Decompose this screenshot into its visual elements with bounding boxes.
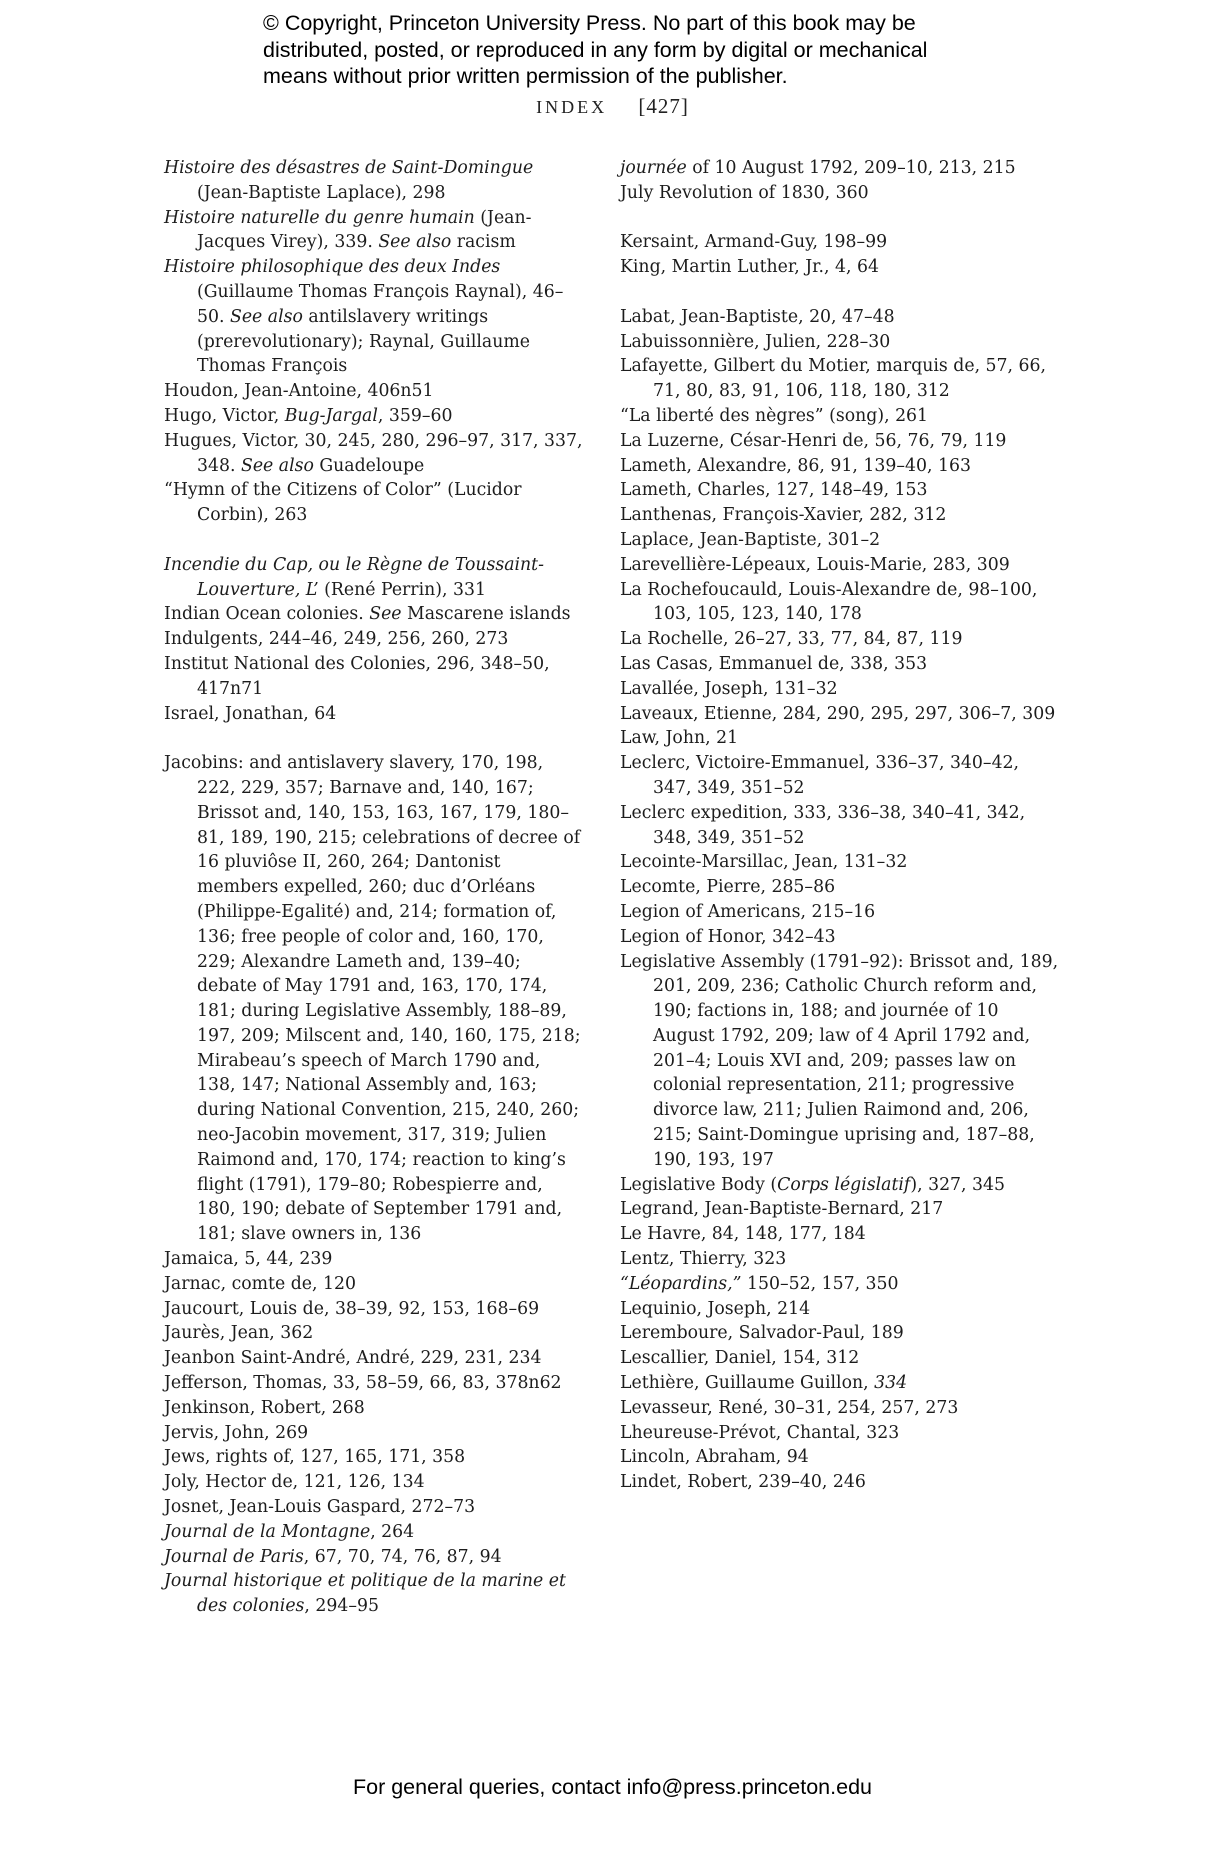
index-entry: Le Havre, 84, 148, 177, 184	[620, 1224, 866, 1245]
index-entry: Leclerc, Victoire-Emmanuel, 336–37, 340–42, 347, 349, 351–52	[620, 753, 1020, 798]
index-entry: Jervis, John, 269	[164, 1422, 309, 1443]
index-entry: Lameth, Charles, 127, 148–49, 153	[620, 480, 928, 501]
index-entry: Histoire philosophique des deux Indes (Guillaume Thomas François Raynal), 46–50. See also antilslavery writings (prerevolutionary); Raynal, Guillaume Thomas François	[164, 257, 564, 377]
index-entry: Jacobins: and antislavery slavery, 170, 198, 222, 229, 357; Barnave and, 140, 167; Brissot and, 140, 153, 163, 167, 179, 180–81, 189, 190, 215; celebrations of decree of 16 pluviôse II, 260, 264; Dantonist members expelled, 260; duc d’Orléans (Philippe-Egalité) and, 214; formation of, 136; free people of color and, 160, 170, 229; Alexandre Lameth and, 139–40; debate of May 1791 and, 163, 170, 174, 181; during Legislative Assembly, 188–89, 197, 209; Milscent and, 140, 160, 175, 218; Mirabeau’s speech of March 1790 and, 138, 147; National Assembly and, 163; during National Convention, 215, 240, 260; neo-Jacobin movement, 317, 319; Julien Raimond and, 170, 174; reaction to king’s flight (1791), 179–80; Robespierre and, 180, 190; debate of September 1791 and, 181; slave owners in, 136	[164, 753, 581, 1245]
letter-group-gap	[164, 726, 584, 751]
index-entry: Josnet, Jean-Louis Gaspard, 272–73	[164, 1497, 476, 1518]
page-number: [427]	[638, 94, 689, 118]
index-entry: “Léopardins,” 150–52, 157, 350	[620, 1273, 899, 1294]
italic-title: Bug-Jargal	[284, 405, 378, 426]
index-entry: Jarnac, comte de, 120	[164, 1273, 356, 1294]
italic-title: See also	[378, 232, 452, 253]
index-entry: Houdon, Jean-Antoine, 406n51	[164, 381, 434, 402]
italic-title: 334	[874, 1373, 908, 1394]
index-entry: Lincoln, Abraham, 94	[620, 1447, 809, 1468]
index-entry: Histoire des désastres de Saint-Domingue (Jean-Baptiste Laplace), 298	[164, 158, 534, 203]
letter-group-gap	[620, 206, 1060, 231]
index-entry: Joly, Hector de, 121, 126, 134	[164, 1472, 425, 1493]
italic-title: Journal de la Montagne	[164, 1521, 371, 1542]
footer-contact: For general queries, contact info@press.princeton.edu	[352, 1775, 872, 1799]
italic-title: Histoire philosophique des deux Indes	[164, 257, 501, 278]
copyright-notice	[263, 10, 1023, 90]
index-entry: Lheureuse-Prévot, Chantal, 323	[620, 1422, 900, 1443]
index-entry: Legislative Assembly (1791–92): Brissot and, 189, 201, 209, 236; Catholic Church reform and, 190; factions in, 188; and journée of 10 August 1792, 209; law of 4 April 1792 and, 201–4; Louis XVI and, 209; passes law on colonial representation, 211; progressive divorce law, 211; Julien Raimond and, 206, 215; Saint-Domingue uprising and, 187–88, 190, 193, 197	[620, 951, 1059, 1170]
index-entry: Jefferson, Thomas, 33, 58–59, 66, 83, 378n62	[164, 1373, 562, 1394]
italic-title: See also	[240, 455, 314, 476]
italic-title: “Léopardins,”	[620, 1273, 742, 1294]
italic-title: See	[369, 604, 402, 625]
index-entry: La Luzerne, César-Henri de, 56, 76, 79, 119	[620, 430, 1007, 451]
index-entry: Leremboure, Salvador-Paul, 189	[620, 1323, 904, 1344]
copyright-line: distributed, posted, or reproduced in any form by digital or mechanical	[263, 37, 928, 62]
index-entry: Lequinio, Joseph, 214	[620, 1298, 811, 1319]
index-entry: Lecointe-Marsillac, Jean, 131–32	[620, 852, 908, 873]
letter-group-gap	[620, 280, 1060, 305]
index-entry: Lentz, Thierry, 323	[620, 1249, 787, 1270]
index-entry: Lethière, Guillaume Guillon, 334	[620, 1373, 908, 1394]
index-entry: Legislative Body (Corps législatif), 327, 345	[620, 1174, 1006, 1195]
index-entry: Jenkinson, Robert, 268	[164, 1397, 365, 1418]
index-entry: July Revolution of 1830, 360	[620, 182, 869, 203]
italic-title: Journal historique et politique de la marine et des colonies	[164, 1571, 566, 1617]
index-entry: Hugues, Victor, 30, 245, 280, 296–97, 317, 337, 348. See also Guadeloupe	[164, 430, 583, 476]
index-entry: Lavallée, Joseph, 131–32	[620, 678, 838, 699]
index-entry: Levasseur, René, 30–31, 254, 257, 273	[620, 1397, 959, 1418]
italic-title: Corps législatif	[777, 1174, 911, 1195]
index-entry: Journal de la Montagne, 264	[164, 1521, 415, 1542]
running-head-label: INDEX	[536, 97, 608, 117]
index-entry: Labat, Jean-Baptiste, 20, 47–48	[620, 306, 895, 327]
index-entry: Lameth, Alexandre, 86, 91, 139–40, 163	[620, 455, 971, 476]
index-entry: Israel, Jonathan, 64	[164, 703, 337, 724]
index-entry: Incendie du Cap, ou le Règne de Toussaint-Louverture, L’ (René Perrin), 331	[164, 554, 544, 600]
italic-title: Histoire naturelle du genre humain	[164, 207, 475, 228]
index-entry: Kersaint, Armand-Guy, 198–99	[620, 232, 888, 253]
index-entry: Journal historique et politique de la marine et des colonies, 294–95	[164, 1571, 566, 1617]
index-entry: Law, John, 21	[620, 728, 739, 749]
index-entry: La Rochefoucauld, Louis-Alexandre de, 98–100, 103, 105, 123, 140, 178	[620, 579, 1038, 625]
index-entry: Laveaux, Etienne, 284, 290, 295, 297, 306–7, 309	[620, 703, 1056, 724]
index-entry: Histoire naturelle du genre humain (Jean-Jacques Virey), 339. See also racism	[164, 207, 532, 253]
index-entry: La Rochelle, 26–27, 33, 77, 84, 87, 119	[620, 629, 963, 650]
index-entry: Lindet, Robert, 239–40, 246	[620, 1472, 866, 1493]
index-entry: Journal de Paris, 67, 70, 74, 76, 87, 94	[164, 1546, 502, 1567]
index-entry: Jeanbon Saint-André, André, 229, 231, 234	[164, 1348, 542, 1369]
letter-group-gap	[164, 528, 584, 553]
index-entry: Indian Ocean colonies. See Mascarene islands	[164, 604, 571, 625]
index-entry: Lecomte, Pierre, 285–86	[620, 877, 836, 898]
italic-title: See also	[229, 306, 303, 327]
italic-title: Journal de Paris	[164, 1546, 304, 1567]
index-entry: Lescallier, Daniel, 154, 312	[620, 1348, 860, 1369]
index-entry: Leclerc expedition, 333, 336–38, 340–41, 342, 348, 349, 351–52	[620, 802, 1026, 848]
index-entry: Institut National des Colonies, 296, 348–50, 417n71	[164, 653, 550, 699]
index-entry: Las Casas, Emmanuel de, 338, 353	[620, 653, 928, 674]
copyright-line: © Copyright, Princeton University Press. No part of this book may be	[263, 11, 916, 35]
running-head	[0, 94, 1225, 119]
index-column-right	[620, 156, 1060, 1495]
index-entry: “La liberté des nègres” (song), 261	[620, 405, 929, 426]
index-entry: Jamaica, 5, 44, 239	[164, 1249, 333, 1270]
index-entry: Jaurès, Jean, 362	[164, 1323, 314, 1344]
index-entry: Labuissonnière, Julien, 228–30	[620, 331, 891, 352]
index-entry: Hugo, Victor, Bug-Jargal, 359–60	[164, 405, 453, 426]
index-entry: Laplace, Jean-Baptiste, 301–2	[620, 529, 881, 550]
index-entry: “Hymn of the Citizens of Color” (Lucidor Corbin), 263	[164, 480, 522, 526]
index-entry: Lafayette, Gilbert du Motier, marquis de, 57, 66, 71, 80, 83, 91, 106, 118, 180, 312	[620, 356, 1047, 402]
italic-title: journée	[620, 158, 687, 178]
index-entry: Legrand, Jean-Baptiste-Bernard, 217	[620, 1199, 944, 1220]
index-entry: Jews, rights of, 127, 165, 171, 358	[164, 1447, 466, 1468]
index-entry: Lanthenas, François-Xavier, 282, 312	[620, 505, 947, 526]
index-entry: Legion of Americans, 215–16	[620, 901, 876, 922]
index-entry: Jaucourt, Louis de, 38–39, 92, 153, 168–69	[164, 1298, 540, 1319]
index-column-left	[164, 156, 584, 1619]
index-entry: Larevellière-Lépeaux, Louis-Marie, 283, 309	[620, 554, 1010, 575]
italic-title: Histoire des désastres de Saint-Domingue	[164, 158, 534, 178]
index-entry: Legion of Honor, 342–43	[620, 926, 836, 947]
italic-title: Incendie du Cap, ou le Règne de Toussaint-Louverture, L’	[164, 554, 544, 600]
index-entry: journée of 10 August 1792, 209–10, 213, 215	[620, 158, 1016, 178]
copyright-line: means without prior written permission of the publisher.	[263, 64, 788, 88]
index-entry: King, Martin Luther, Jr., 4, 64	[620, 257, 879, 278]
index-entry: Indulgents, 244–46, 249, 256, 260, 273	[164, 629, 509, 650]
